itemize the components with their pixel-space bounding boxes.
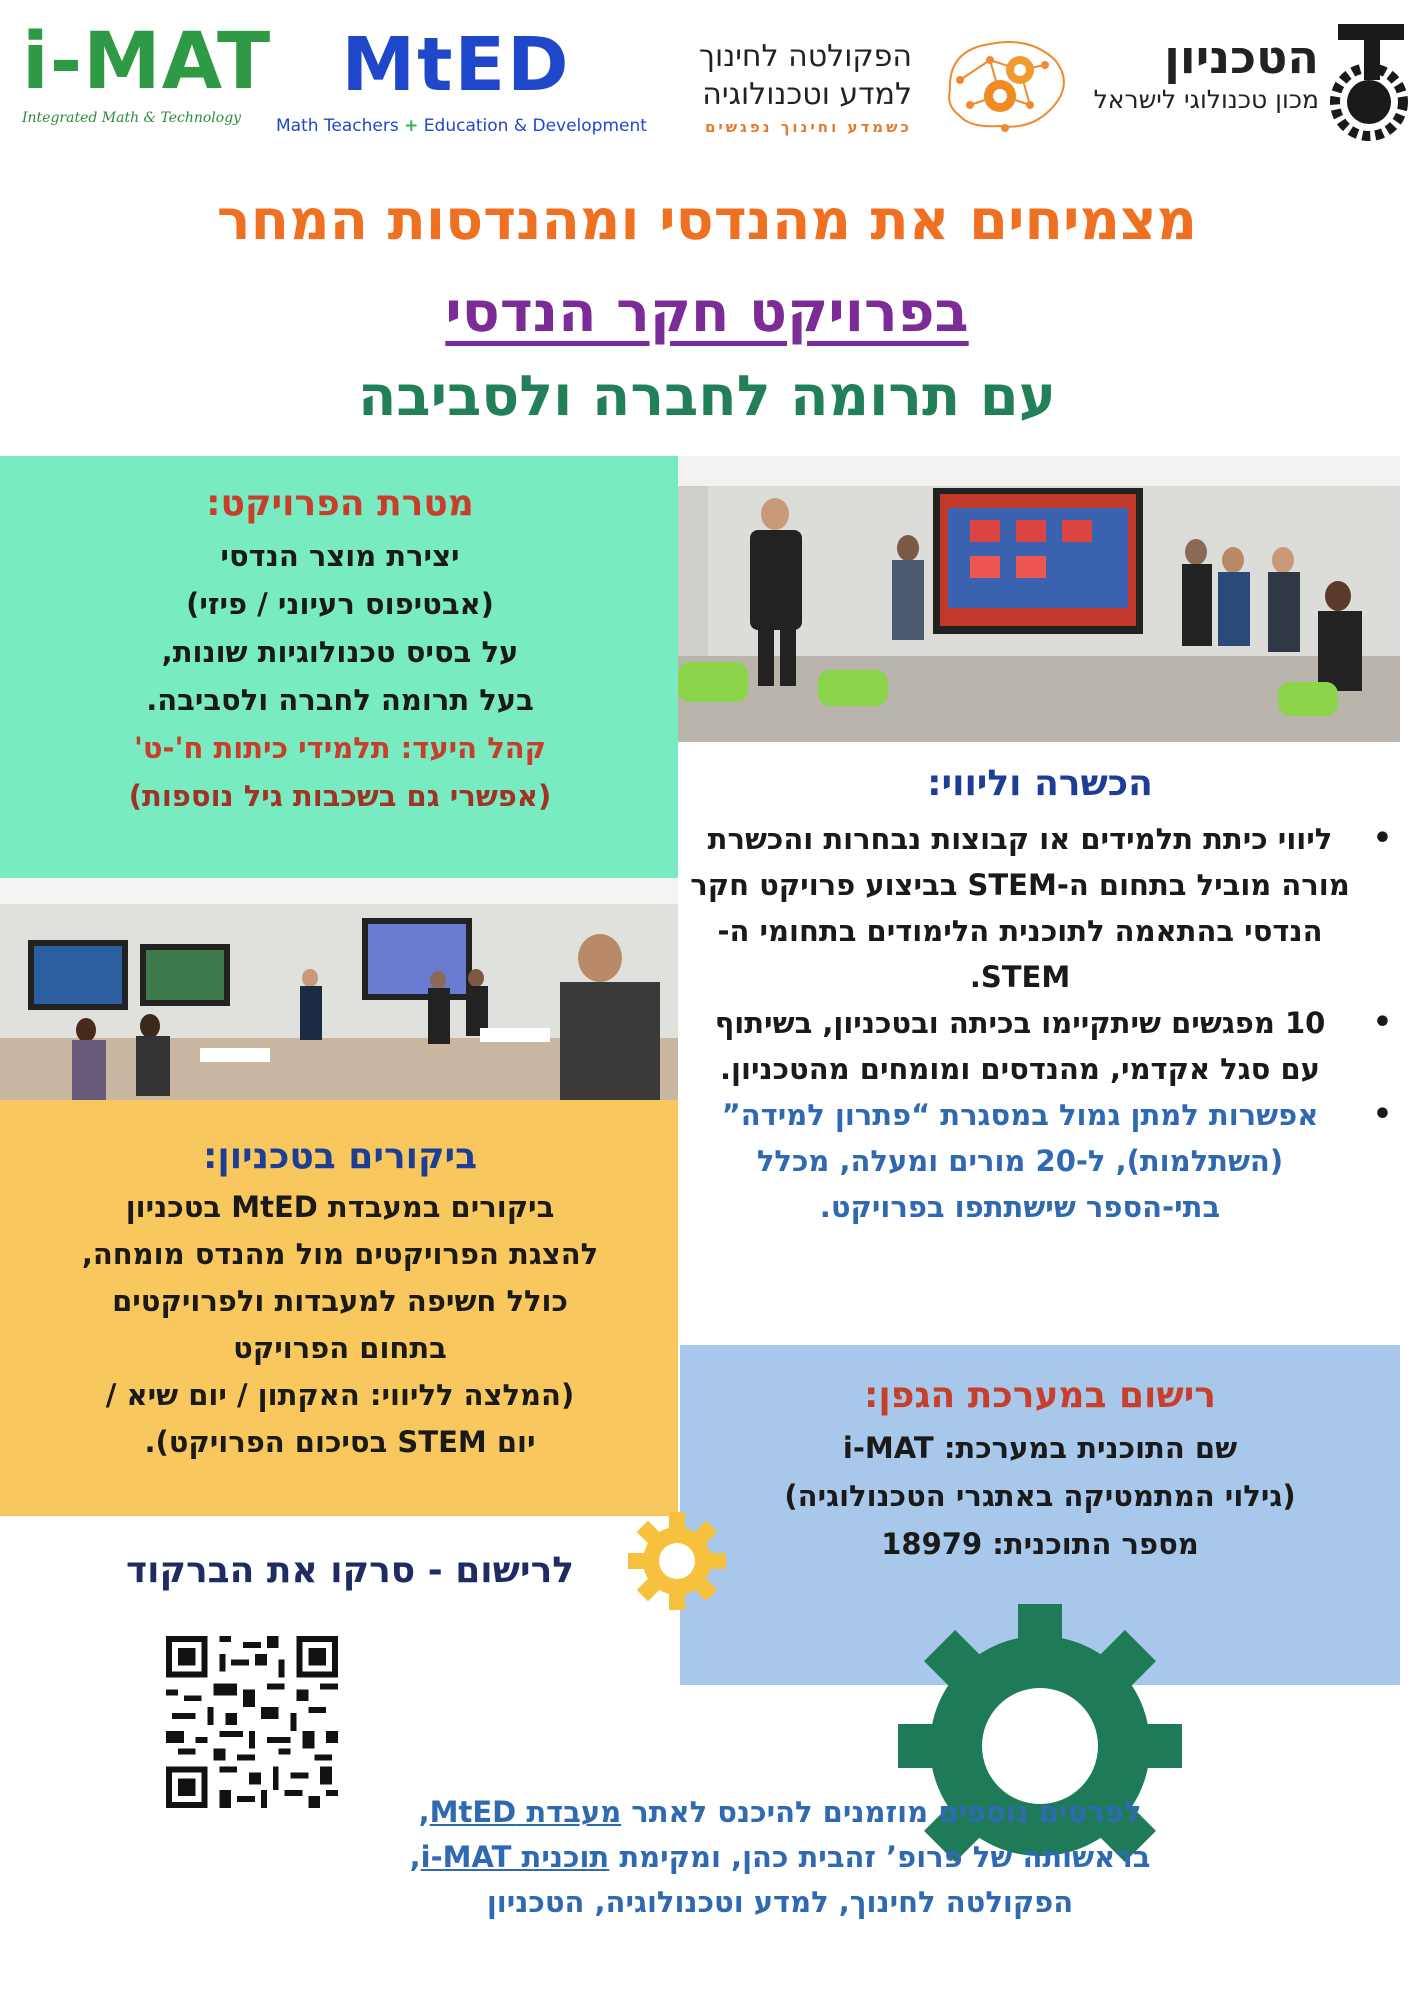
mted-logo <box>276 22 647 144</box>
training-item-1-text: ליווי כיתת תלמידים או קבוצות נבחרות והכשרת מורה מוביל בתחום ה-STEM בביצוע פרויקט חקר הנדסי בהתאמה לתוכנית הלימודים בתחומי ה-STEM. <box>690 822 1350 994</box>
mted-lab-link[interactable]: מעבדת MtED <box>429 1795 622 1829</box>
brain-gears-icon <box>930 30 1080 140</box>
faculty-tagline: כשמדע וחינוך נפגשים <box>704 118 912 136</box>
qr-code[interactable] <box>166 1636 338 1808</box>
technion-logo-text <box>1094 30 1319 116</box>
visits-title: ביקורים בטכניון: <box>202 1136 478 1177</box>
visits-line-1: ביקורים במעבדת MtED בטכניון <box>125 1190 555 1224</box>
classroom-photo-1-image <box>678 456 1400 742</box>
registration-title: רישום במערכת הגפן: <box>864 1375 1216 1416</box>
training-list <box>690 816 1390 1230</box>
training-item-1 <box>690 816 1392 1000</box>
visits-section <box>20 1130 660 1466</box>
goal-line-3: על בסיס טכנולוגיות שונות, <box>161 635 519 669</box>
faculty-name-line1: הפקולטה לחינוך <box>698 39 912 74</box>
training-item-3 <box>690 1092 1392 1230</box>
registration-program-desc: (גילוי המתמטיקה באתגרי הטכנולוגיה) <box>784 1479 1296 1513</box>
mted-logo-tagline <box>276 116 647 136</box>
technion-emblem-icon <box>1324 18 1414 142</box>
bullet-icon: • <box>1372 1005 1392 1040</box>
footer-line-1 <box>300 1790 1260 1835</box>
visits-line-6: יום STEM בסיכום הפרויקט). <box>144 1425 536 1459</box>
training-item-3-text: אפשרות למתן גמול במסגרת “פתרון למידה” (השתלמות), ל-20 מורים ומעלה, מכלל בתי-הספר שישתתפו בפרויקט. <box>721 1098 1319 1224</box>
footer-line-2-text: בראשותה של פרופ’ זהבית כהן, ומקימת <box>609 1840 1151 1874</box>
headline-line3: עם תרומה לחברה ולסביבה <box>357 364 1057 429</box>
goal-audience: קהל היעד: תלמידי כיתות ח'-ט' <box>133 731 547 765</box>
training-item-2-text: 10 מפגשים שיתקיימו בכיתה ובטכניון, בשיתוף עם סגל אקדמי, מהנדסים ומומחים מהטכניון. <box>714 1006 1326 1086</box>
goal-audience-note: (אפשרי גם בשכבות גיל נוספות) <box>128 779 552 813</box>
goal-title: מטרת הפרויקט: <box>206 483 474 524</box>
goal-line-4: בעל תרומה לחברה ולסביבה. <box>146 683 534 717</box>
mted-logo-word: MtED <box>341 22 571 108</box>
registration-section <box>690 1368 1390 1568</box>
bullet-icon: • <box>1372 1097 1392 1132</box>
imat-logo <box>22 17 272 142</box>
technion-name: הטכניון <box>1164 30 1319 84</box>
visits-line-4: בתחום הפרויקט <box>233 1331 447 1365</box>
registration-program-name: שם התוכנית במערכת: i-MAT <box>842 1431 1238 1465</box>
headline-line1: מצמיחים את מהנדסי ומהנדסות המחר <box>216 188 1198 253</box>
classroom-photo-lecture <box>0 878 678 1100</box>
faculty-logo <box>650 30 1080 140</box>
footer-line-1-punct: , <box>418 1795 430 1829</box>
technion-subtitle: מכון טכנולוגי לישראל <box>1093 85 1319 114</box>
technion-logo <box>1060 18 1414 142</box>
visits-line-2: להצגת הפרויקטים מול מהנדס מומחה, <box>81 1237 599 1271</box>
footer-line-1-text: לפרטים נוספים מוזמנים להיכנס לאתר <box>621 1795 1142 1829</box>
training-title: הכשרה וליווי: <box>927 763 1153 804</box>
bullet-icon: • <box>1372 821 1392 856</box>
mted-plus-icon: + <box>404 116 419 136</box>
classroom-photo-2-image <box>0 878 678 1100</box>
visits-line-3: כולל חשיפה למעבדות ולפרויקטים <box>112 1284 568 1318</box>
faculty-logo-text <box>699 38 912 136</box>
training-section <box>690 752 1390 1230</box>
registration-program-number: מספר התוכנית: 18979 <box>881 1527 1199 1561</box>
classroom-photo-presentation <box>678 456 1400 742</box>
goal-section <box>20 476 660 820</box>
footer-info <box>300 1790 1260 1925</box>
visits-line-5: (המלצה לליווי: האקתון / יום שיא / <box>105 1378 575 1412</box>
mted-tagline-b: Education & Development <box>418 116 647 136</box>
qr-label: לרישום - סרקו את הברקוד <box>125 1550 575 1591</box>
mted-tagline-a: Math Teachers <box>276 116 405 136</box>
footer-line-3: הפקולטה לחינוך, למדע וטכנולוגיה, הטכניון <box>486 1885 1074 1919</box>
footer-line-2 <box>300 1835 1260 1880</box>
training-item-2 <box>690 1000 1392 1092</box>
goal-line-2: (אבטיפוס רעיוני / פיזי) <box>186 587 494 621</box>
headline-line2: בפרויקט חקר הנדסי <box>445 280 969 345</box>
imat-program-link[interactable]: תוכנית i-MAT <box>420 1840 610 1874</box>
imat-logo-word: i-MAT <box>22 17 272 107</box>
imat-logo-tagline: Integrated Math & Technology <box>22 110 242 126</box>
faculty-name-line2: למדע וטכנולוגיה <box>702 77 912 112</box>
footer-line-2-punct: , <box>409 1840 421 1874</box>
goal-line-1: יצירת מוצר הנדסי <box>220 539 460 573</box>
